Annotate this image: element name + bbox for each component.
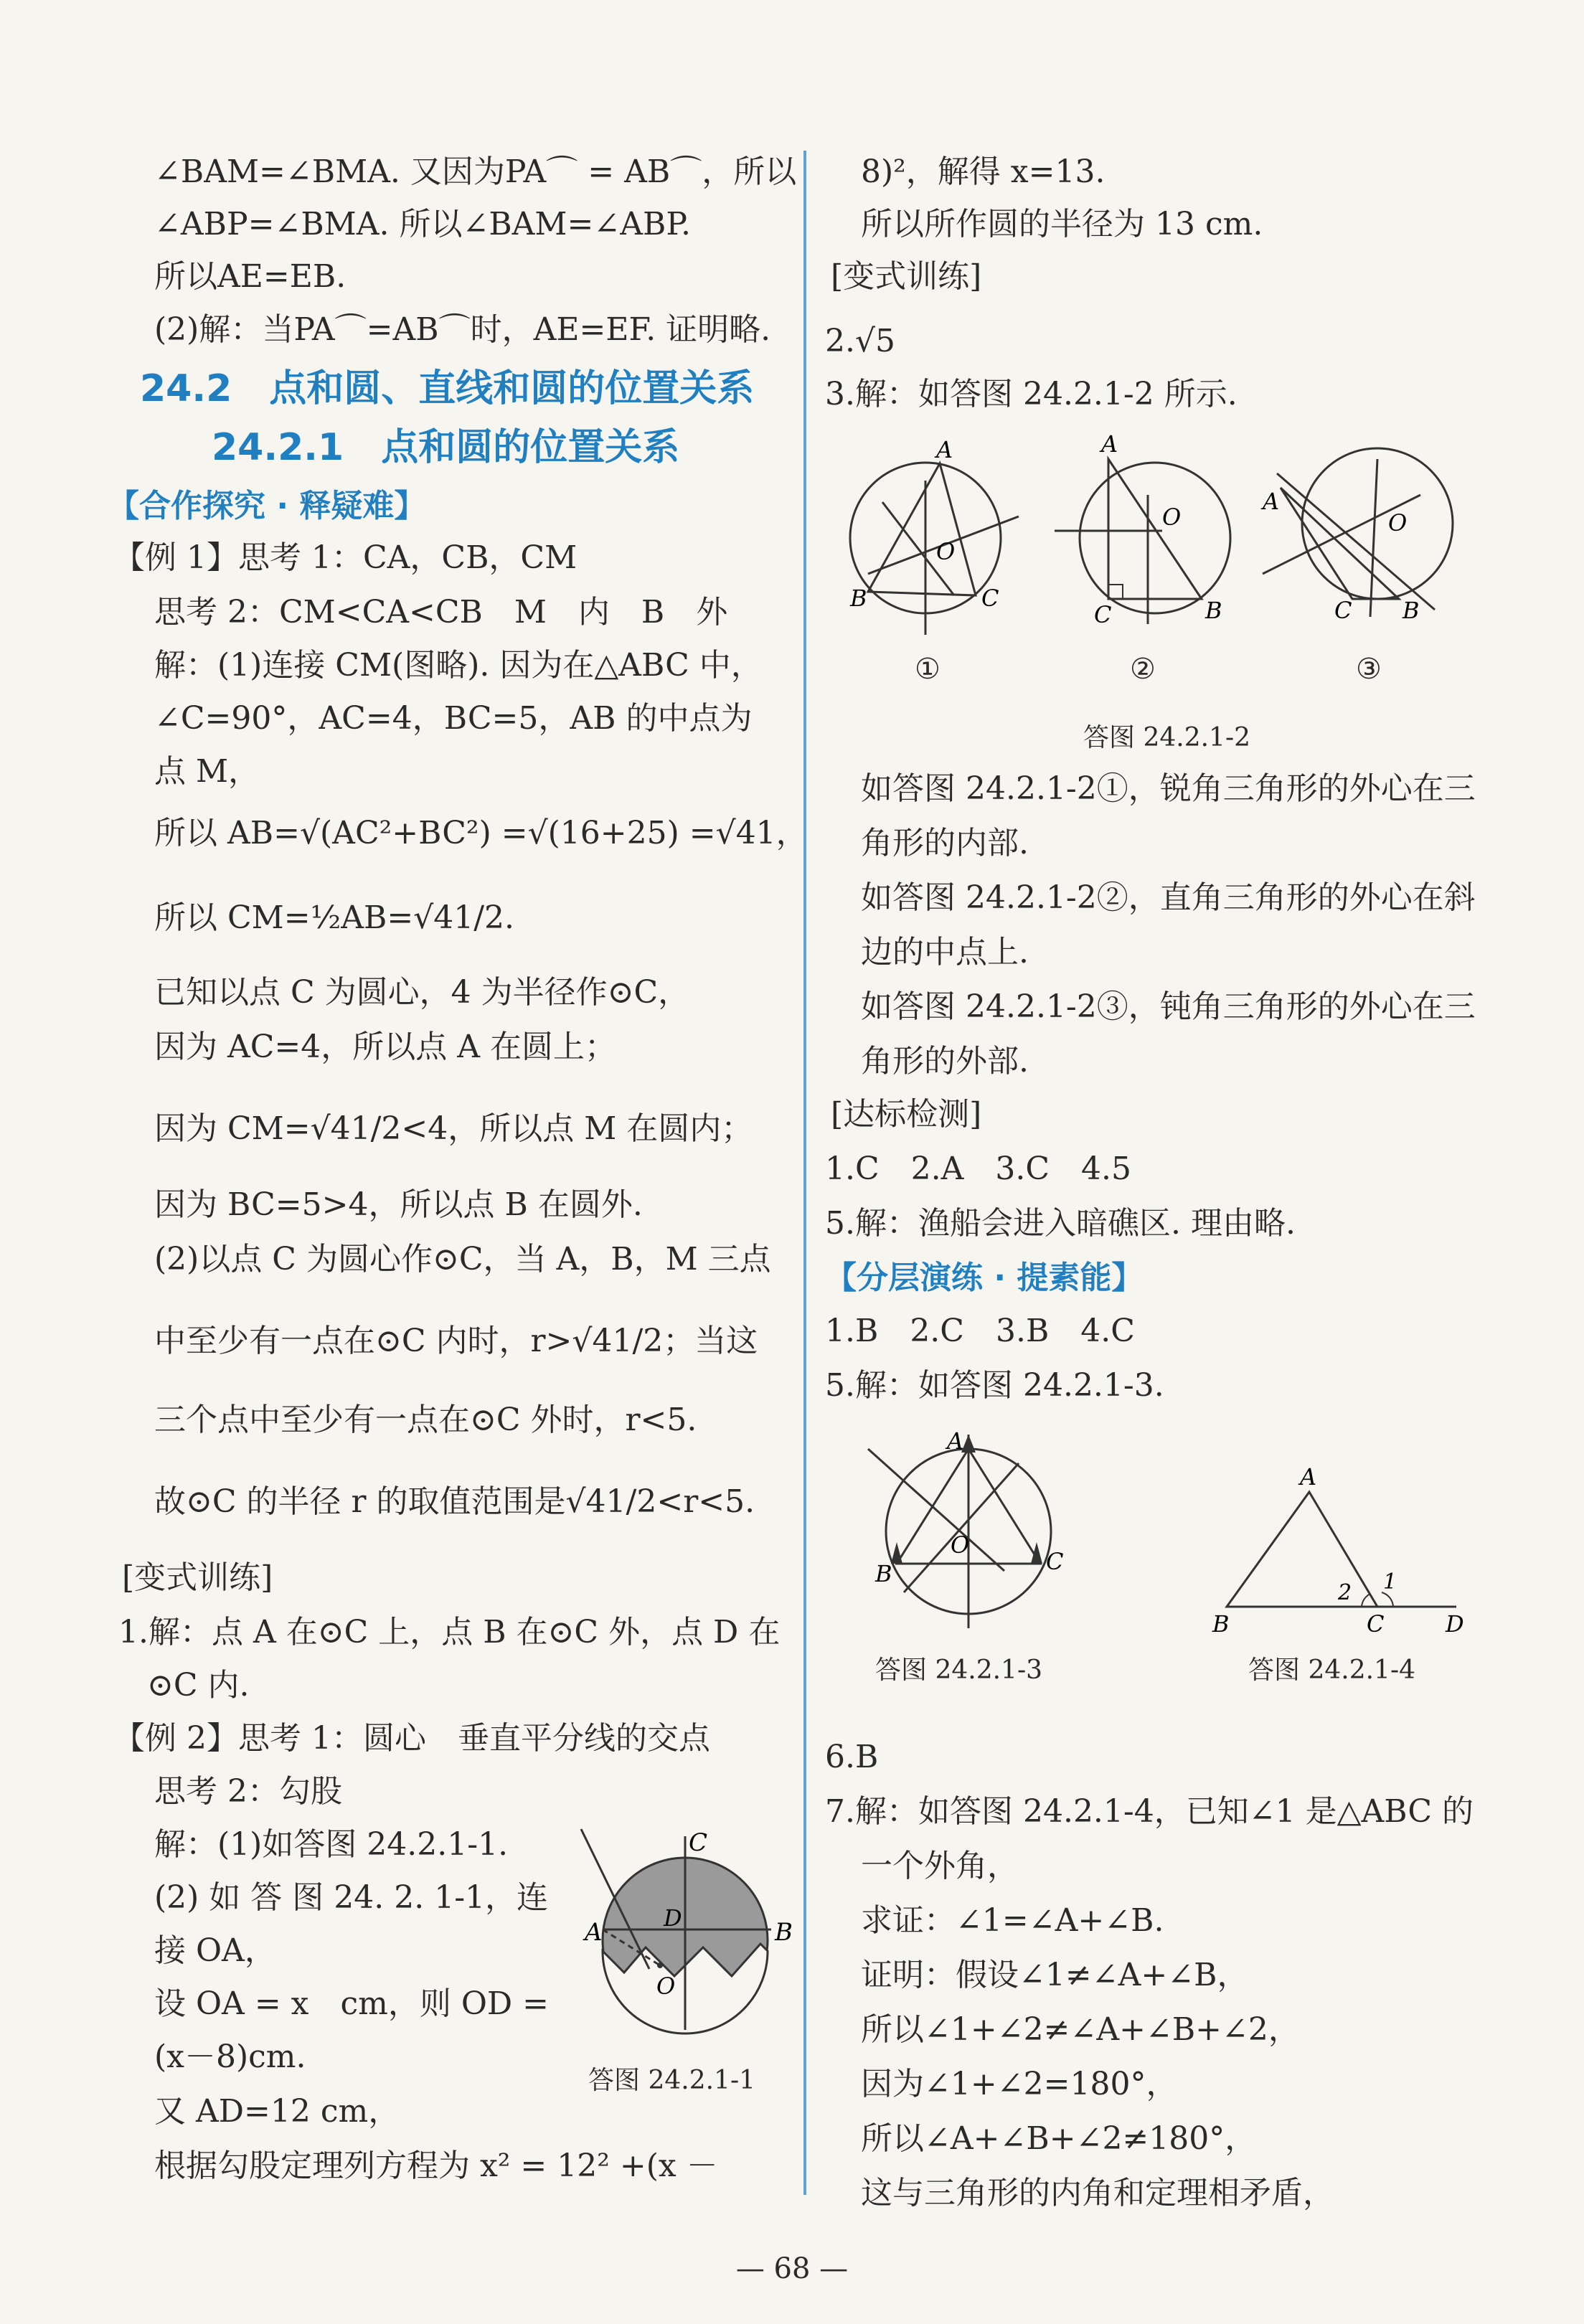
- text-line: 【例 1】思考 1：CA，CB，CM: [113, 539, 578, 576]
- text-line: 求证：∠1=∠A+∠B.: [861, 1902, 1164, 1939]
- svg-text:A: A: [1101, 430, 1118, 458]
- obtuse-triangle-figure: [1260, 448, 1453, 624]
- svg-text:A: A: [947, 1427, 964, 1455]
- svg-text:2: 2: [1338, 1580, 1352, 1605]
- exercise-tag: [变式训练]: [831, 258, 982, 295]
- svg-text:A: A: [1263, 488, 1280, 515]
- text-line: ∠C=90°，AC=4，BC=5，AB 的中点为: [154, 700, 753, 737]
- right-triangle-figure: [1055, 430, 1230, 628]
- figure-24-2-1-1: [581, 1822, 793, 2037]
- formula-line: 所以 AB=√(AC²+BC²) =√(16+25) =√41，: [154, 815, 808, 851]
- svg-text:1: 1: [1383, 1569, 1397, 1595]
- text-line: 这与三角形的内角和定理相矛盾，: [861, 2175, 1334, 2211]
- text-line: 已知以点 C 为圆心，4 为半径作⊙C，: [154, 974, 690, 1011]
- text-line: 解：(1)连接 CM(图略). 因为在△ABC 中，: [154, 647, 763, 684]
- text-line: 2.√5: [825, 323, 896, 359]
- text-line: 边的中点上.: [861, 934, 1029, 970]
- svg-text:B: B: [875, 1560, 892, 1587]
- figure-caption: 答图 24.2.1-3: [875, 1655, 1043, 1685]
- text-line: 5.解：渔船会进入暗礁区. 理由略.: [825, 1205, 1296, 1242]
- text-line: 证明：假设∠1≠∠A+∠B，: [861, 1957, 1249, 1993]
- figure-label-2: ②: [1130, 653, 1156, 686]
- answer-line: 1.C 2.A 3.C 4.5: [825, 1151, 1132, 1187]
- svg-text:O: O: [936, 538, 956, 565]
- svg-text:C: C: [689, 1828, 708, 1857]
- formula-line: 中至少有一点在⊙C 内时，r>√41/2；当这: [154, 1323, 758, 1359]
- text-line: 1.解：点 A 在⊙C 上，点 B 在⊙C 外，点 D 在: [118, 1614, 781, 1650]
- answer-line: 6.B: [825, 1739, 879, 1775]
- figure-caption: 答图 24.2.1-4: [1248, 1655, 1416, 1685]
- text-line: ⊙C 内.: [147, 1667, 250, 1704]
- svg-text:A: A: [585, 1918, 603, 1947]
- text-line: 思考 2：CM<CA<CB M 内 B 外: [154, 594, 728, 630]
- svg-text:C: C: [1367, 1610, 1385, 1638]
- svg-text:C: C: [1094, 601, 1112, 628]
- text-line: 因为 AC=4，所以点 A 在圆上；: [154, 1029, 617, 1065]
- svg-text:C: C: [1334, 597, 1352, 624]
- text-line: 点 M，: [154, 753, 260, 790]
- figure-caption: 答图 24.2.1-1: [588, 2066, 756, 2095]
- text-line: (2) 如 答 图 24. 2. 1-1，连: [154, 1879, 549, 1916]
- figure-label-3: ③: [1356, 653, 1382, 686]
- text-line: 所以∠A+∠B+∠2≠180°，: [861, 2120, 1257, 2157]
- svg-text:O: O: [1162, 504, 1182, 531]
- svg-text:C: C: [1046, 1548, 1064, 1575]
- svg-text:O: O: [1388, 509, 1408, 537]
- answer-line: 1.B 2.C 3.B 4.C: [825, 1313, 1135, 1349]
- text-line: 因为∠1+∠2=180°，: [861, 2066, 1178, 2102]
- text-line: ∠BAM=∠BMA. 又因为PA⌒ = AB⌒，所以: [154, 153, 797, 190]
- section-tag: 【合作探究 · 释疑难】: [108, 488, 426, 524]
- figure-24-2-1-2: [839, 430, 1471, 628]
- svg-text:B: B: [1212, 1610, 1230, 1638]
- text-line: 解：(1)如答图 24.2.1-1.: [154, 1826, 509, 1863]
- text-line: 3.解：如答图 24.2.1-2 所示.: [825, 376, 1238, 412]
- figure-24-2-1-4: [1198, 1463, 1485, 1643]
- text-line: 所以所作圆的半径为 13 cm.: [861, 206, 1263, 242]
- text-line: (2)解：当PA⌒=AB⌒时，AE=EF. 证明略.: [154, 311, 771, 348]
- svg-text:B: B: [1205, 597, 1222, 624]
- column-divider: [803, 151, 806, 2195]
- text-line: 一个外角，: [861, 1848, 1019, 1884]
- text-line: 角形的外部.: [861, 1043, 1029, 1080]
- exercise-tag: [达标检测]: [831, 1096, 982, 1133]
- svg-text:D: D: [1446, 1610, 1464, 1638]
- text-line: 8)²，解得 x=13.: [861, 153, 1106, 190]
- figure-label-1: ①: [915, 653, 940, 686]
- text-line: 所以AE=EB.: [154, 258, 346, 295]
- text-line: (2)以点 C 为圆心作⊙C，当 A，B，M 三点: [154, 1241, 771, 1277]
- section-tag: 【分层演练 · 提素能】: [825, 1260, 1144, 1296]
- text-line: 如答图 24.2.1-2③，钝角三角形的外心在三: [861, 988, 1476, 1025]
- text-line: ∠ABP=∠BMA. 所以∠BAM=∠ABP.: [154, 206, 691, 242]
- text-line: 5.解：如答图 24.2.1-3.: [825, 1367, 1164, 1404]
- text-line: 如答图 24.2.1-2②，直角三角形的外心在斜: [861, 879, 1476, 916]
- text-line: 7.解：如答图 24.2.1-4，已知∠1 是△ABC 的: [825, 1793, 1474, 1830]
- text-line: 根据勾股定理列方程为 x² = 12² +(x －: [154, 2148, 718, 2184]
- text-line: 【例 2】思考 1：圆心 垂直平分线的交点: [113, 1720, 710, 1757]
- formula-line: 因为 CM=√41/2<4，所以点 M 在圆内；: [154, 1110, 753, 1147]
- svg-text:C: C: [981, 585, 999, 612]
- svg-text:A: A: [936, 436, 953, 463]
- subsection-heading: 24.2.1 点和圆的位置关系: [212, 426, 680, 469]
- exercise-tag: [变式训练]: [122, 1559, 273, 1596]
- text-line: 因为 BC=5>4，所以点 B 在圆外.: [154, 1186, 643, 1223]
- figure-caption: 答图 24.2.1-2: [1083, 723, 1251, 752]
- svg-text:A: A: [1300, 1463, 1317, 1491]
- text-line: 接 OA，: [154, 1932, 276, 1969]
- svg-text:D: D: [664, 1904, 682, 1932]
- acute-triangle-figure: [849, 436, 1019, 635]
- text-line: 如答图 24.2.1-2①，锐角三角形的外心在三: [861, 770, 1476, 807]
- text-line: (x－8)cm.: [154, 2039, 306, 2075]
- text-line: 三个点中至少有一点在⊙C 外时，r<5.: [154, 1402, 697, 1438]
- formula-line: 所以 CM=½AB=√41/2.: [154, 899, 515, 936]
- svg-text:B: B: [775, 1918, 793, 1947]
- figure-24-2-1-3: [854, 1420, 1090, 1635]
- text-line: 角形的内部.: [861, 825, 1029, 861]
- svg-text:O: O: [951, 1531, 970, 1559]
- text-line: 又 AD=12 cm，: [154, 2093, 400, 2130]
- svg-text:O: O: [656, 1973, 676, 2000]
- formula-line: 故⊙C 的半径 r 的取值范围是√41/2<r<5.: [154, 1483, 755, 1520]
- svg-text:B: B: [1402, 597, 1420, 624]
- svg-text:B: B: [850, 585, 867, 612]
- section-heading: 24.2 点和圆、直线和圆的位置关系: [140, 367, 755, 410]
- text-line: 思考 2：勾股: [154, 1773, 342, 1810]
- text-line: 设 OA = x cm，则 OD =: [154, 1985, 550, 2022]
- text-line: 所以∠1+∠2≠∠A+∠B+∠2，: [861, 2011, 1300, 2048]
- page-number: — 68 —: [735, 2252, 849, 2285]
